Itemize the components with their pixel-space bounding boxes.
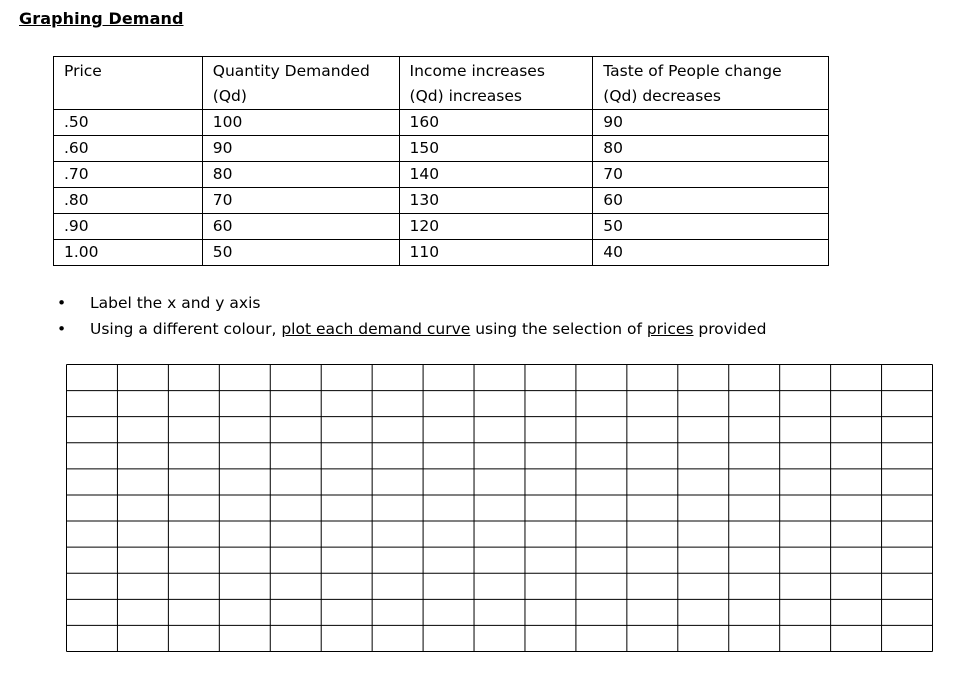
table-cell: 50 [593, 214, 829, 240]
table-cell: 110 [399, 240, 593, 266]
table-cell: 80 [202, 162, 399, 188]
demand-table [53, 56, 829, 266]
table-cell: 60 [202, 214, 399, 240]
table-cell: 160 [399, 110, 593, 136]
header-qd-line1: Quantity Demanded [212, 62, 370, 80]
header-income-line1: Income increases [409, 62, 545, 80]
table-cell: .70 [54, 162, 203, 188]
header-income-increases [399, 57, 593, 110]
table-cell: .90 [54, 214, 203, 240]
page-title: Graphing Demand [19, 9, 184, 28]
table-cell: 90 [202, 136, 399, 162]
bullet-icon: • [57, 294, 67, 312]
bullet-icon: • [57, 320, 67, 338]
table-cell: 40 [593, 240, 829, 266]
instruction-list [53, 290, 766, 342]
header-quantity-demanded [202, 57, 399, 110]
table-row [54, 162, 829, 188]
table-cell: 80 [593, 136, 829, 162]
table-header-row [54, 57, 829, 110]
table-cell: 60 [593, 188, 829, 214]
header-income-line2: (Qd) increases [409, 87, 522, 105]
instruction-text: Using a different colour, [90, 320, 282, 338]
table-row [54, 188, 829, 214]
header-taste-line2: (Qd) decreases [603, 87, 721, 105]
table-cell: .60 [54, 136, 203, 162]
table-row [54, 136, 829, 162]
table-row [54, 214, 829, 240]
instruction-text: provided [693, 320, 767, 338]
table-cell: .50 [54, 110, 203, 136]
instruction-emphasis: plot each demand curve [281, 320, 471, 338]
instruction-text: Label the x and y axis [90, 294, 261, 312]
table-cell: 90 [593, 110, 829, 136]
table-cell: 70 [593, 162, 829, 188]
table-cell: 130 [399, 188, 593, 214]
table-cell: 50 [202, 240, 399, 266]
header-taste-change [593, 57, 829, 110]
header-price [54, 57, 203, 110]
table-cell: 140 [399, 162, 593, 188]
instruction-emphasis: prices [646, 320, 694, 338]
table-cell: 150 [399, 136, 593, 162]
table-cell: 1.00 [54, 240, 203, 266]
graph-grid [66, 364, 933, 652]
instruction-item [53, 290, 766, 316]
header-qd-line2: (Qd) [212, 87, 247, 105]
table-row [54, 240, 829, 266]
header-taste-line1: Taste of People change [603, 62, 782, 80]
table-cell: 120 [399, 214, 593, 240]
instruction-text: using the selection of [470, 320, 647, 338]
header-price-line1: Price [64, 62, 102, 80]
instruction-item [53, 316, 766, 342]
table-cell: 100 [202, 110, 399, 136]
table-cell: 70 [202, 188, 399, 214]
table-row [54, 110, 829, 136]
table-cell: .80 [54, 188, 203, 214]
